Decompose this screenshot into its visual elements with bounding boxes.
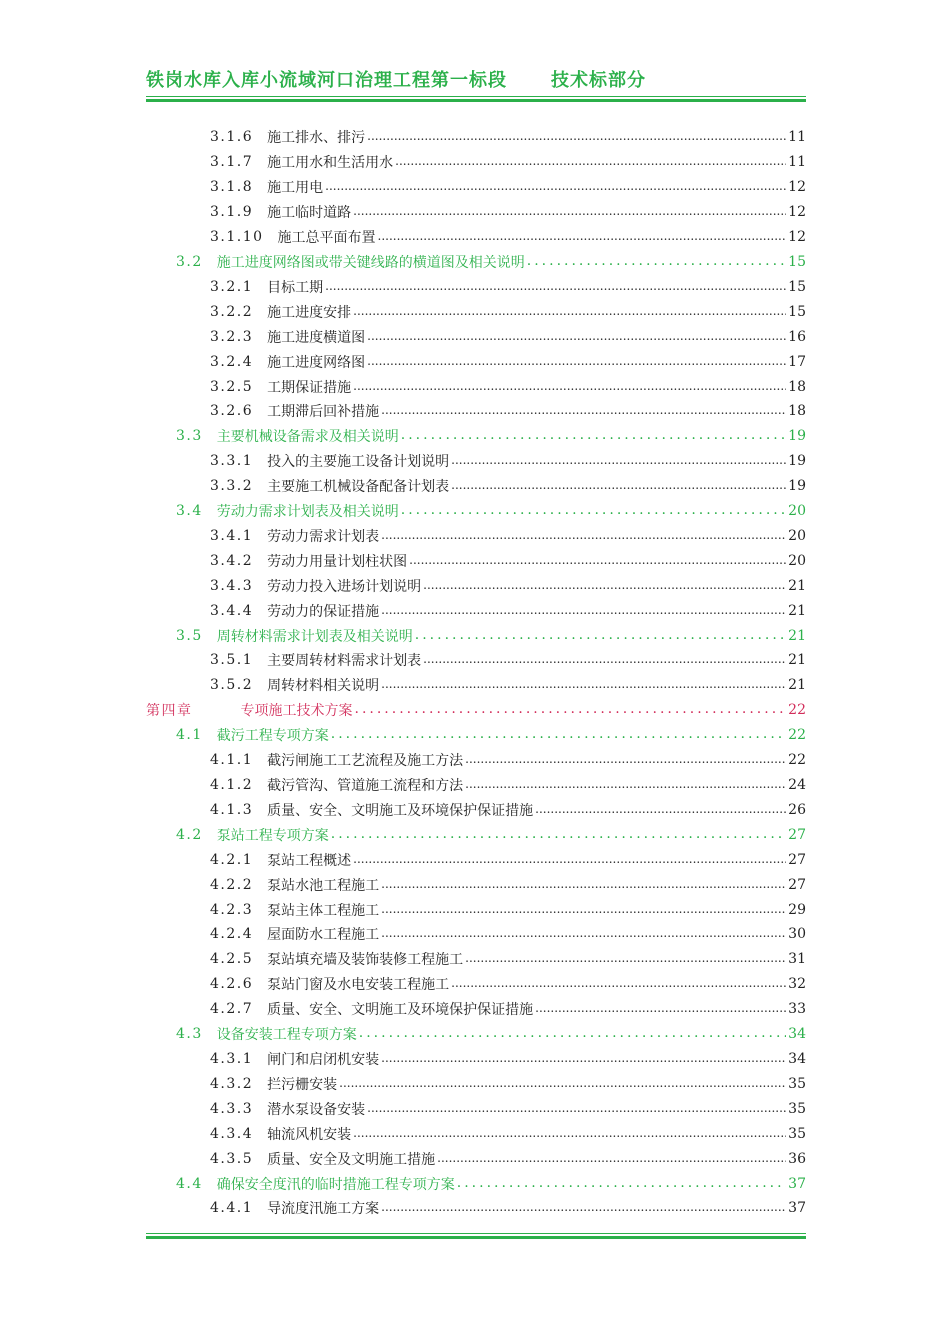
toc-number: 4.1	[176, 727, 203, 744]
dot-leader	[527, 254, 786, 270]
toc-number: 4.2	[176, 826, 203, 843]
toc-page-number: 27	[788, 826, 806, 843]
dot-leader	[325, 279, 786, 295]
toc-title: 截污工程专项方案	[216, 728, 329, 745]
page-header	[146, 66, 806, 92]
toc-number: 4.3	[176, 1026, 203, 1043]
toc-number: 4.4.1	[210, 1200, 254, 1217]
dot-leader	[401, 503, 786, 519]
toc-page-number: 16	[788, 328, 806, 345]
dot-leader	[381, 528, 786, 544]
dot-leader	[325, 179, 786, 195]
toc-number: 4.3.3	[210, 1100, 254, 1117]
toc-entry[interactable]	[146, 822, 806, 847]
toc-number: 3.3.1	[210, 453, 254, 470]
dot-leader	[381, 677, 786, 693]
toc-entry[interactable]	[146, 225, 806, 250]
toc-page-number: 17	[788, 353, 806, 370]
toc-entry[interactable]	[146, 299, 806, 324]
toc-number: 4.2.1	[210, 851, 254, 868]
toc-number: 3.1.7	[210, 154, 254, 171]
toc-number: 3.4.3	[210, 577, 254, 594]
toc-title: 潜水泵设备安装	[267, 1101, 366, 1118]
toc-number: 3.2.2	[210, 303, 254, 320]
dot-leader	[535, 1001, 786, 1017]
toc-page-number: 12	[788, 229, 806, 246]
toc-page-number: 21	[788, 677, 806, 694]
toc-title: 施工临时道路	[267, 205, 352, 222]
toc-number: 3.1.10	[210, 229, 264, 246]
toc-page-number: 32	[788, 976, 806, 993]
toc-title: 轴流风机安装	[267, 1126, 352, 1143]
toc-number: 3.4.2	[210, 552, 254, 569]
toc-page-number: 30	[788, 926, 806, 943]
toc-page-number: 31	[788, 951, 806, 968]
toc-title: 主要施工机械设备配备计划表	[267, 479, 450, 496]
dot-leader	[395, 154, 786, 170]
dot-leader	[381, 1200, 786, 1216]
toc-title: 施工进度网络图	[267, 354, 366, 371]
toc-page-number: 21	[788, 602, 806, 619]
toc-title: 周转材料需求计划表及相关说明	[216, 628, 413, 645]
toc-page-number: 11	[788, 154, 806, 171]
toc-title: 劳动力用量计划柱状图	[267, 553, 408, 570]
toc-number: 3.4.1	[210, 527, 254, 544]
toc-entry[interactable]	[146, 524, 806, 549]
toc-entry[interactable]	[146, 573, 806, 598]
toc-title: 截污闸施工工艺流程及施工方法	[267, 753, 464, 770]
dot-leader	[339, 1076, 786, 1092]
toc-page-number: 19	[788, 453, 806, 470]
toc-title: 质量、安全、文明施工及环境保护保证措施	[267, 1002, 534, 1019]
toc-entry[interactable]	[146, 499, 806, 524]
toc-page-number: 15	[788, 278, 806, 295]
toc-title: 劳动力投入进场计划说明	[267, 578, 422, 595]
toc-title: 拦污栅安装	[267, 1076, 338, 1093]
toc-number: 4.2.2	[210, 876, 254, 893]
toc-title: 劳动力需求计划表及相关说明	[216, 504, 399, 521]
toc-entry[interactable]	[146, 399, 806, 424]
toc-entry[interactable]	[146, 200, 806, 225]
toc-number: 3.2.3	[210, 328, 254, 345]
toc-title: 专项施工技术方案	[240, 703, 353, 720]
dot-leader	[367, 1101, 786, 1117]
footer-rule	[146, 1233, 806, 1239]
toc-number: 3.5.1	[210, 652, 254, 669]
toc-page-number: 27	[788, 876, 806, 893]
toc-entry[interactable]	[146, 623, 806, 648]
project-title: 铁岗水库入库小流域河口治理工程第一标段	[146, 70, 507, 91]
toc-entry[interactable]	[146, 1096, 806, 1121]
toc-page-number: 21	[788, 652, 806, 669]
toc-page-number: 29	[788, 901, 806, 918]
toc-title: 确保安全度汛的临时措施工程专项方案	[216, 1176, 455, 1193]
toc-page-number: 26	[788, 801, 806, 818]
toc-number: 3.1.9	[210, 204, 254, 221]
toc-title: 施工总平面布置	[277, 230, 376, 247]
toc-page-number: 19	[788, 428, 806, 445]
toc-title: 设备安装工程专项方案	[216, 1027, 357, 1044]
header-rule	[146, 96, 806, 102]
toc-entry[interactable]	[146, 897, 806, 922]
toc-page-number: 15	[788, 253, 806, 270]
dot-leader	[353, 304, 786, 320]
toc-number: 4.1.2	[210, 777, 254, 794]
toc-page-number: 37	[788, 1200, 806, 1217]
toc-entry[interactable]	[146, 972, 806, 997]
toc-number: 3.5	[176, 627, 203, 644]
dot-leader	[353, 852, 786, 868]
table-of-contents	[146, 125, 806, 1221]
toc-title: 导流度汛施工方案	[267, 1201, 380, 1218]
toc-page-number: 34	[788, 1050, 806, 1067]
toc-page-number: 21	[788, 627, 806, 644]
toc-page-number: 22	[788, 702, 806, 719]
dot-leader	[367, 354, 786, 370]
dot-leader	[381, 1051, 786, 1067]
dot-leader	[465, 777, 786, 793]
toc-entry[interactable]	[146, 648, 806, 673]
toc-page-number: 12	[788, 204, 806, 221]
toc-title: 闸门和启闭机安装	[267, 1051, 380, 1068]
toc-entry[interactable]	[146, 598, 806, 623]
toc-title: 泵站主体工程施工	[267, 902, 380, 919]
dot-leader	[423, 578, 786, 594]
toc-number: 4.4	[176, 1175, 203, 1192]
toc-number: 4.3.4	[210, 1125, 254, 1142]
toc-page-number: 20	[788, 503, 806, 520]
toc-title: 泵站填充墙及装饰装修工程施工	[267, 952, 464, 969]
dot-leader	[451, 976, 786, 992]
toc-page-number: 35	[788, 1075, 806, 1092]
toc-entry[interactable]	[146, 847, 806, 872]
toc-title: 屋面防水工程施工	[267, 927, 380, 944]
dot-leader	[381, 603, 786, 619]
toc-entry[interactable]	[146, 449, 806, 474]
dot-leader	[535, 802, 786, 818]
toc-entry[interactable]	[146, 797, 806, 822]
toc-title: 工期保证措施	[267, 379, 352, 396]
toc-number: 4.2.5	[210, 951, 254, 968]
toc-title: 泵站工程概述	[267, 852, 352, 869]
toc-page-number: 18	[788, 403, 806, 420]
toc-entry[interactable]	[146, 997, 806, 1022]
toc-entry[interactable]	[146, 250, 806, 275]
toc-page-number: 35	[788, 1125, 806, 1142]
toc-title: 截污管沟、管道施工流程和方法	[267, 778, 464, 795]
toc-page-number: 36	[788, 1150, 806, 1167]
toc-entry[interactable]	[146, 947, 806, 972]
toc-entry[interactable]	[146, 1171, 806, 1196]
toc-page-number: 27	[788, 851, 806, 868]
dot-leader	[451, 453, 786, 469]
toc-number: 3.1.6	[210, 129, 254, 146]
toc-page-number: 24	[788, 777, 806, 794]
toc-number: 3.3	[176, 428, 203, 445]
toc-entry[interactable]	[146, 1121, 806, 1146]
toc-number: 4.2.3	[210, 901, 254, 918]
toc-title: 周转材料相关说明	[267, 678, 380, 695]
dot-leader	[355, 702, 787, 718]
toc-page-number: 18	[788, 378, 806, 395]
dot-leader	[415, 628, 786, 644]
dot-leader	[465, 752, 786, 768]
toc-page-number: 33	[788, 1001, 806, 1018]
toc-number: 4.3.1	[210, 1050, 254, 1067]
toc-number: 3.2.1	[210, 278, 254, 295]
dot-leader	[381, 926, 786, 942]
toc-entry[interactable]	[146, 1047, 806, 1072]
toc-page-number: 11	[788, 129, 806, 146]
toc-entry[interactable]	[146, 1146, 806, 1171]
toc-entry[interactable]	[146, 723, 806, 748]
toc-title: 施工进度网络图或带关键线路的横道图及相关说明	[216, 254, 525, 271]
toc-entry[interactable]	[146, 349, 806, 374]
toc-number: 3.5.2	[210, 677, 254, 694]
dot-leader	[465, 951, 786, 967]
toc-title: 目标工期	[267, 279, 324, 296]
toc-number: 3.2.5	[210, 378, 254, 395]
toc-title: 主要机械设备需求及相关说明	[216, 429, 399, 446]
toc-title: 劳动力的保证措施	[267, 603, 380, 620]
dot-leader	[331, 827, 786, 843]
dot-leader	[381, 902, 786, 918]
toc-title: 质量、安全及文明施工措施	[267, 1151, 436, 1168]
toc-number: 4.1.3	[210, 801, 254, 818]
toc-page-number: 20	[788, 552, 806, 569]
toc-page-number: 37	[788, 1175, 806, 1192]
dot-leader	[353, 1126, 786, 1142]
dot-leader	[367, 329, 786, 345]
toc-title: 泵站门窗及水电安装工程施工	[267, 977, 450, 994]
toc-entry[interactable]	[146, 125, 806, 150]
toc-page-number: 12	[788, 179, 806, 196]
dot-leader	[451, 478, 786, 494]
toc-title: 泵站水池工程施工	[267, 877, 380, 894]
toc-number: 3.3.2	[210, 478, 254, 495]
toc-title: 施工排水、排污	[267, 130, 366, 147]
dot-leader	[353, 204, 786, 220]
toc-number: 3.4.4	[210, 602, 254, 619]
toc-entry[interactable]	[146, 922, 806, 947]
section-part: 技术标部分	[551, 70, 646, 91]
toc-entry[interactable]	[146, 424, 806, 449]
dot-leader	[378, 229, 787, 245]
toc-entry[interactable]	[146, 773, 806, 798]
toc-title: 质量、安全、文明施工及环境保护保证措施	[267, 802, 534, 819]
toc-title: 主要周转材料需求计划表	[267, 653, 422, 670]
toc-number: 4.2.4	[210, 926, 254, 943]
dot-leader	[457, 1176, 786, 1192]
toc-number: 4.3.5	[210, 1150, 254, 1167]
toc-page-number: 20	[788, 527, 806, 544]
toc-title: 投入的主要施工设备计划说明	[267, 454, 450, 471]
toc-title: 施工用水和生活用水	[267, 155, 394, 172]
toc-number: 4.1.1	[210, 752, 254, 769]
dot-leader	[381, 877, 786, 893]
dot-leader	[367, 129, 786, 145]
dot-leader	[437, 1151, 786, 1167]
toc-title: 劳动力需求计划表	[267, 528, 380, 545]
toc-entry[interactable]	[146, 1196, 806, 1221]
toc-page-number: 19	[788, 478, 806, 495]
toc-number: 4.3.2	[210, 1075, 254, 1092]
toc-entry[interactable]	[146, 673, 806, 698]
dot-leader	[409, 553, 786, 569]
toc-entry[interactable]	[146, 1022, 806, 1047]
toc-title: 工期滞后回补措施	[267, 404, 380, 421]
toc-number: 3.4	[176, 503, 203, 520]
toc-entry[interactable]	[146, 175, 806, 200]
toc-number: 3.2.4	[210, 353, 254, 370]
toc-number: 3.2	[176, 253, 203, 270]
dot-leader	[353, 379, 786, 395]
toc-title: 施工进度横道图	[267, 329, 366, 346]
dot-leader	[331, 727, 786, 743]
toc-entry[interactable]	[146, 150, 806, 175]
toc-entry[interactable]	[146, 872, 806, 897]
toc-entry[interactable]	[146, 748, 806, 773]
toc-entry[interactable]	[146, 324, 806, 349]
toc-entry[interactable]	[146, 1071, 806, 1096]
toc-title: 施工进度安排	[267, 304, 352, 321]
toc-number: 4.2.7	[210, 1001, 254, 1018]
dot-leader	[381, 403, 786, 419]
toc-number: 第四章	[146, 703, 193, 720]
toc-entry[interactable]	[146, 474, 806, 499]
dot-leader	[359, 1026, 786, 1042]
toc-title: 泵站工程专项方案	[216, 827, 329, 844]
dot-leader	[423, 652, 786, 668]
toc-entry[interactable]	[146, 374, 806, 399]
toc-page-number: 22	[788, 752, 806, 769]
toc-entry[interactable]	[146, 698, 806, 723]
toc-entry[interactable]	[146, 548, 806, 573]
toc-number: 3.2.6	[210, 403, 254, 420]
toc-page-number: 34	[788, 1026, 806, 1043]
toc-page-number: 35	[788, 1100, 806, 1117]
toc-page-number: 22	[788, 727, 806, 744]
toc-title: 施工用电	[267, 180, 324, 197]
toc-entry[interactable]	[146, 274, 806, 299]
toc-page-number: 15	[788, 303, 806, 320]
dot-leader	[401, 428, 786, 444]
toc-page-number: 21	[788, 577, 806, 594]
toc-number: 3.1.8	[210, 179, 254, 196]
toc-number: 4.2.6	[210, 976, 254, 993]
